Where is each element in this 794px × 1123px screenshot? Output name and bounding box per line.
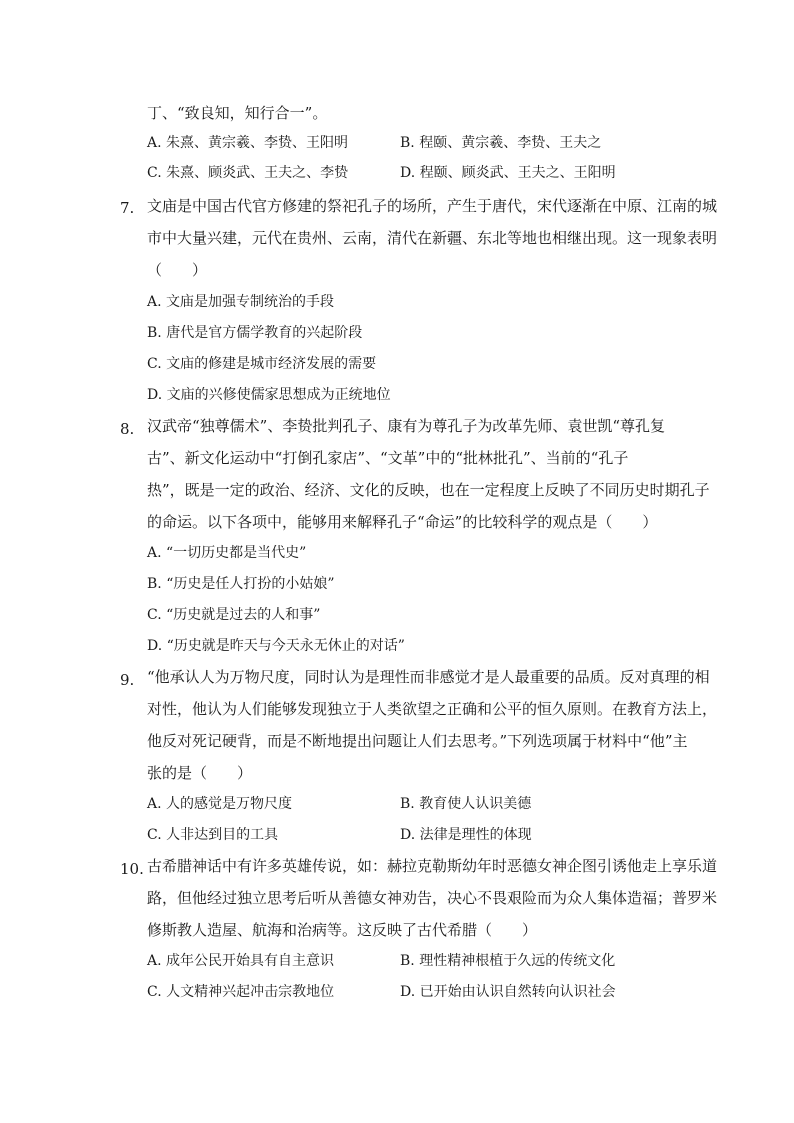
q10-option-c: C. 人文精神兴起冲击宗教地位 (147, 984, 335, 1000)
q8-option-a: A. “一切历史都是当代史” (147, 545, 307, 561)
q7-stem-line: （ ） (147, 261, 208, 279)
q9-stem-line: 他反对死记硬背，而是不断地提出问题让人们去思考。”下列选项属于材料中“他”主 (147, 732, 688, 750)
q9-stem-line: 对性，他认为人们能够发现独立于人类欲望之正确和公平的恒久原则。在教育方法上， (147, 700, 718, 718)
q7-option-d: D. 文庙的兴修使儒家思想成为正统地位 (147, 387, 391, 403)
q7-stem-line: 文庙是中国古代官方修建的祭祀孔子的场所，产生于唐代，宋代逐渐在中原、江南的城 (147, 197, 718, 215)
q10-number: 10. (120, 860, 144, 878)
q9-option-c: C. 人非达到目的工具 (147, 827, 279, 843)
q8-stem-line: 汉武帝“独尊儒术”、李贽批判孔子、康有为尊孔子为改革先师、袁世凯“尊孔复 (147, 417, 666, 435)
q10-option-b: B. 理性精神根植于久远的传统文化 (400, 953, 616, 969)
q6-option-c: C. 朱熹、顾炎武、王夫之、李贽 (147, 165, 349, 181)
q9-option-d: D. 法律是理性的体现 (400, 827, 532, 843)
q9-option-b: B. 教育使人认识美德 (400, 796, 532, 812)
q6-option-b: B. 程颐、黄宗羲、李贽、王夫之 (400, 135, 602, 151)
q10-stem-line: 路，但他经过独立思考后听从善德女神劝告，决心不畏艰险而为众人集体造福；普罗米 (147, 889, 718, 907)
q7-number: 7. (120, 199, 135, 217)
q6-option-d: D. 程颐、顾炎武、王夫之、王阳明 (400, 165, 616, 181)
q6-continuation: 丁、“致良知，知行合一”。 (147, 104, 328, 122)
q7-option-a: A. 文庙是加强专制统治的手段 (147, 294, 335, 310)
q7-option-c: C. 文庙的修建是城市经济发展的需要 (147, 356, 377, 372)
q8-option-b: B. “历史是任人打扮的小姑娘” (147, 576, 335, 592)
q8-option-c: C. “历史就是过去的人和事” (147, 607, 321, 623)
q9-stem-line: “他承认人为万物尺度，同时认为是理性而非感觉才是人最重要的品质。反对真理的相 (147, 668, 710, 686)
q8-option-d: D. “历史就是昨天与今天永无休止的对话” (147, 638, 405, 654)
q6-option-a: A. 朱熹、黄宗羲、李贽、王阳明 (147, 135, 349, 151)
q8-stem-line: 古”、新文化运动中“打倒孔家店”、“文革”中的“批林批孔”、当前的“孔子 (147, 449, 629, 467)
q8-stem-line: 的命运。以下各项中，能够用来解释孔子“命运”的比较科学的观点是（ ） (147, 513, 658, 531)
q10-stem-line: 修斯教人造屋、航海和治病等。这反映了古代希腊（ ） (147, 921, 538, 939)
q7-option-b: B. 唐代是官方儒学教育的兴起阶段 (147, 325, 363, 341)
q10-option-d: D. 已开始由认识自然转向认识社会 (400, 984, 616, 1000)
q8-number: 8. (120, 420, 135, 438)
q10-option-a: A. 成年公民开始具有自主意识 (147, 953, 335, 969)
q7-stem-line: 市中大量兴建，元代在贵州、云南，清代在新疆、东北等地也相继出现。这一现象表明 (147, 229, 718, 247)
q9-number: 9. (120, 671, 135, 689)
q10-stem-line: 古希腊神话中有许多英雄传说，如：赫拉克勒斯幼年时恶德女神企图引诱他走上享乐道 (147, 857, 718, 875)
q8-stem-line: 热”，既是一定的政治、经济、文化的反映，也在一定程度上反映了不同历史时期孔子 (147, 481, 710, 499)
q9-stem-line: 张的是（ ） (147, 764, 253, 782)
q9-option-a: A. 人的感觉是万物尺度 (147, 796, 293, 812)
